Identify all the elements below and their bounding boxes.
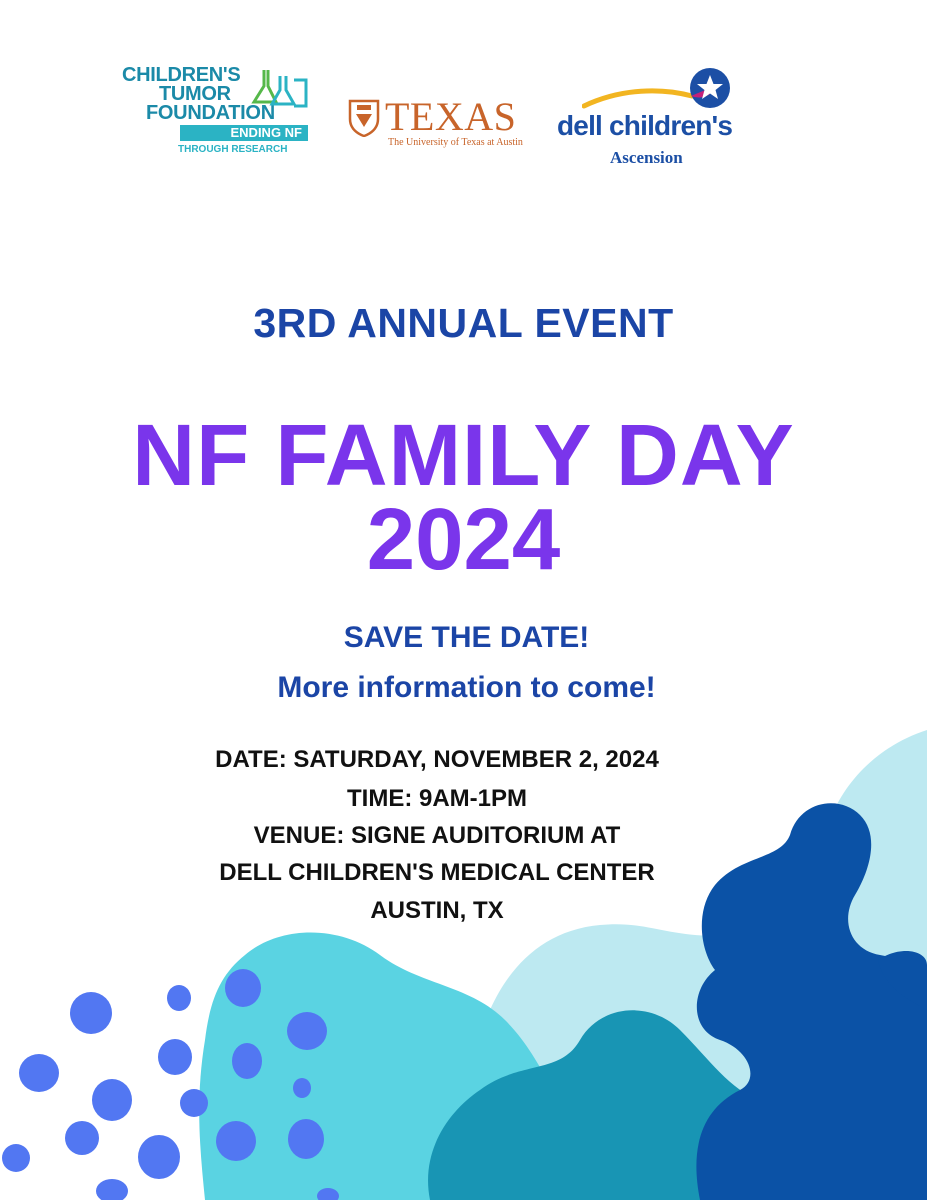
ctf-subtagline: THROUGH RESEARCH [178,144,288,155]
dell-childrens-logo [552,66,772,171]
event-city: AUSTIN, TX [370,897,504,924]
event-time: TIME: 9AM-1PM [347,785,527,812]
texas-subtitle: The University of Texas at Austin [388,137,523,148]
event-venue: VENUE: SIGNE AUDITORIUM AT [253,822,621,849]
ctf-logo-line-2: TUMOR [159,83,231,105]
star-swoosh-icon [582,66,742,114]
event-label: 3RD ANNUAL EVENT [253,300,674,346]
ctf-logo-line-3: FOUNDATION [146,102,275,124]
ctf-logo-line-1: CHILDREN'S [122,64,241,86]
ctf-tagline: ENDING NF [180,125,308,141]
more-info-note: More information to come! [277,671,656,704]
event-venue-center: DELL CHILDREN'S MEDICAL CENTER [219,859,655,886]
save-the-date: SAVE THE DATE! [343,621,590,654]
flask-icon [250,66,312,110]
event-date: DATE: SATURDAY, NOVEMBER 2, 2024 [215,746,659,773]
dell-childrens-wordmark: dell children's [557,110,733,141]
shield-icon [348,99,380,137]
texas-wordmark: TEXAS [385,94,517,139]
event-title: NF FAMILY DAY [132,407,795,504]
event-year: 2024 [366,491,561,588]
ut-austin-logo [345,96,530,156]
childrens-tumor-foundation-logo [122,66,312,162]
ascension-wordmark: Ascension [610,148,683,167]
